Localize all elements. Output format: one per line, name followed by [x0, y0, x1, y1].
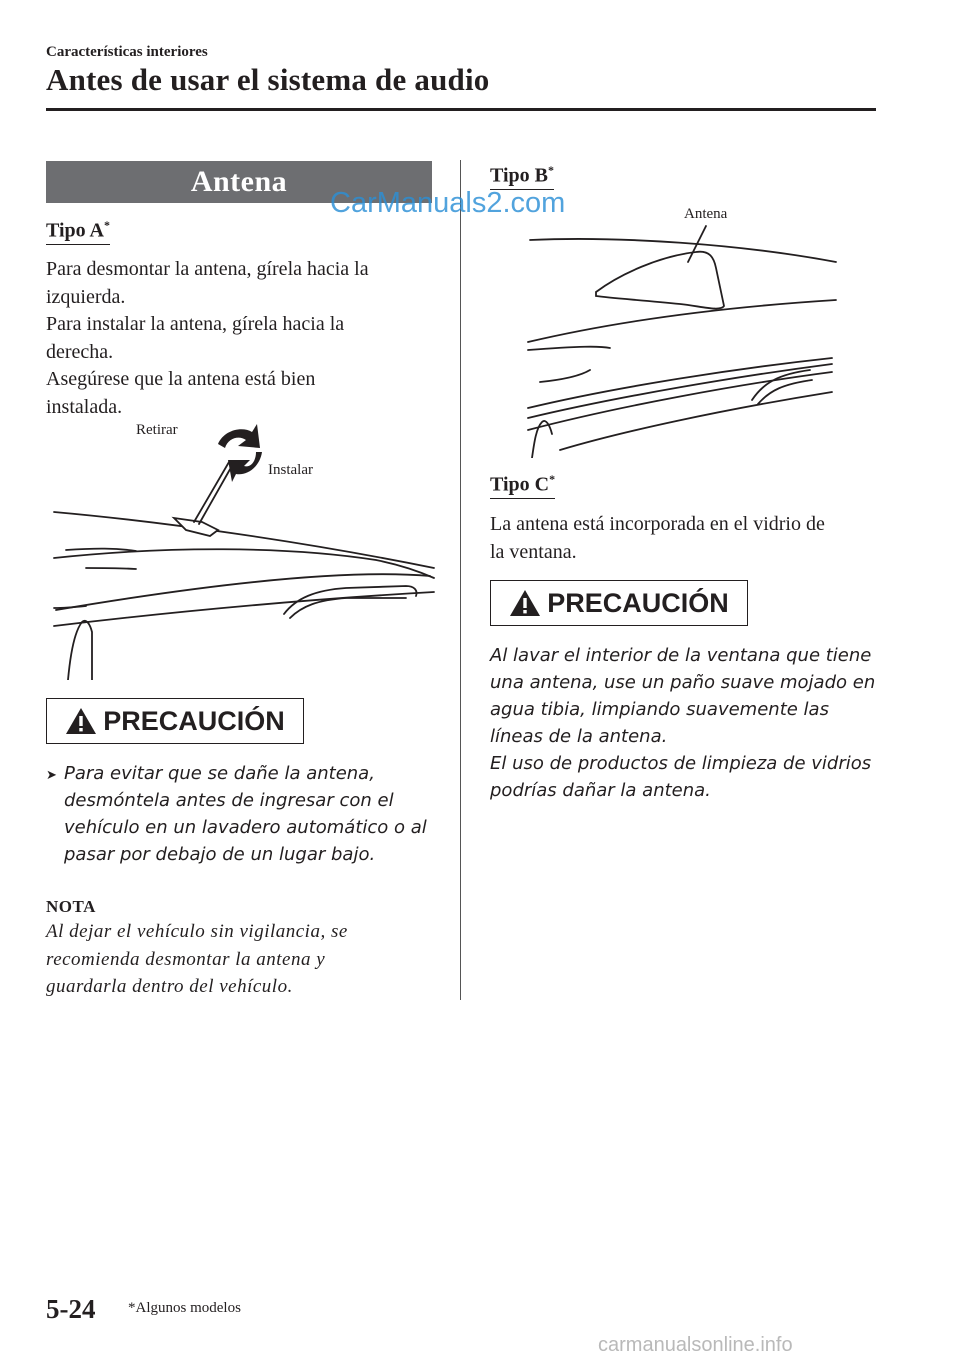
- text-line: Al dejar el vehículo sin vigilancia, se: [46, 921, 348, 942]
- text-line: agua tibia, limpiando suavemente las: [490, 699, 829, 720]
- nota-text: [46, 918, 348, 1001]
- page-number: 5-24: [46, 1294, 96, 1324]
- footer-site-watermark: carmanualsonline.info: [598, 1334, 793, 1356]
- footnote: *Algunos modelos: [128, 1300, 241, 1316]
- text-line: pasar por debajo de un lugar bajo.: [64, 844, 376, 865]
- label-instalar: Instalar: [268, 462, 313, 478]
- text-line: Para desmontar la antena, gírela hacia la: [46, 258, 369, 280]
- tipo-a-heading: Tipo A*: [46, 218, 110, 245]
- nota-title: NOTA: [46, 897, 96, 916]
- text-line: líneas de la antena.: [490, 726, 668, 747]
- text-line: guardarla dentro del vehículo.: [46, 976, 293, 997]
- text-line: instalada.: [46, 395, 123, 418]
- caution-text-left: [46, 760, 446, 868]
- text-line: izquierda.: [46, 285, 126, 308]
- antenna-type-b-illustration: [520, 196, 840, 458]
- text-line: vehículo en un lavadero automático o al: [64, 817, 427, 838]
- section-title-antena: Antena: [46, 161, 432, 203]
- text-line: El uso de productos de limpieza de vidrios: [490, 753, 872, 774]
- text-line: podrías dañar la antena.: [490, 780, 711, 801]
- watermark: CarManuals2.com: [330, 187, 566, 219]
- section-kicker: Características interiores: [46, 44, 208, 60]
- label-retirar: Retirar: [136, 422, 178, 438]
- text-line: Asegúrese que la antena está bien: [46, 368, 316, 390]
- text-line: una antena, use un paño suave mojado en: [490, 672, 876, 693]
- caution-text-right: [490, 642, 890, 804]
- label-antena: Antena: [684, 206, 728, 222]
- text-line: Al lavar el interior de la ventana que tiene: [490, 645, 872, 666]
- figure-antenna-type-a: [46, 418, 436, 680]
- bullet-arrow-icon: ➤: [46, 768, 57, 783]
- text-line: derecha.: [46, 340, 114, 363]
- antenna-type-a-illustration: [46, 418, 436, 680]
- tipo-a-instructions: [46, 256, 369, 421]
- text-line: desmóntela antes de ingresar con el: [64, 790, 394, 811]
- text-line: Para instalar la antena, gírela hacia la: [46, 313, 345, 335]
- figure-antenna-type-b: [520, 196, 840, 458]
- tipo-c-text: [490, 511, 825, 566]
- warning-icon: [509, 589, 541, 617]
- caution-label: PRECAUCIÓN: [547, 587, 729, 618]
- text-line: La antena está incorporada en el vidrio de: [490, 513, 825, 535]
- title-rule: [46, 108, 876, 111]
- warning-icon: [65, 707, 97, 735]
- bullet-item: [46, 760, 446, 868]
- tipo-c-heading: Tipo C*: [490, 472, 555, 499]
- page-title: Antes de usar el sistema de audio: [46, 62, 490, 97]
- text-line: la ventana.: [490, 540, 577, 563]
- text-line: Para evitar que se dañe la antena,: [64, 763, 375, 784]
- column-divider: [460, 160, 461, 1000]
- caution-box-right: [490, 580, 748, 626]
- text-line: recomienda desmontar la antena y: [46, 948, 326, 970]
- tipo-b-heading: Tipo B*: [490, 163, 554, 190]
- caution-box-left: [46, 698, 304, 744]
- caution-label: PRECAUCIÓN: [103, 705, 285, 736]
